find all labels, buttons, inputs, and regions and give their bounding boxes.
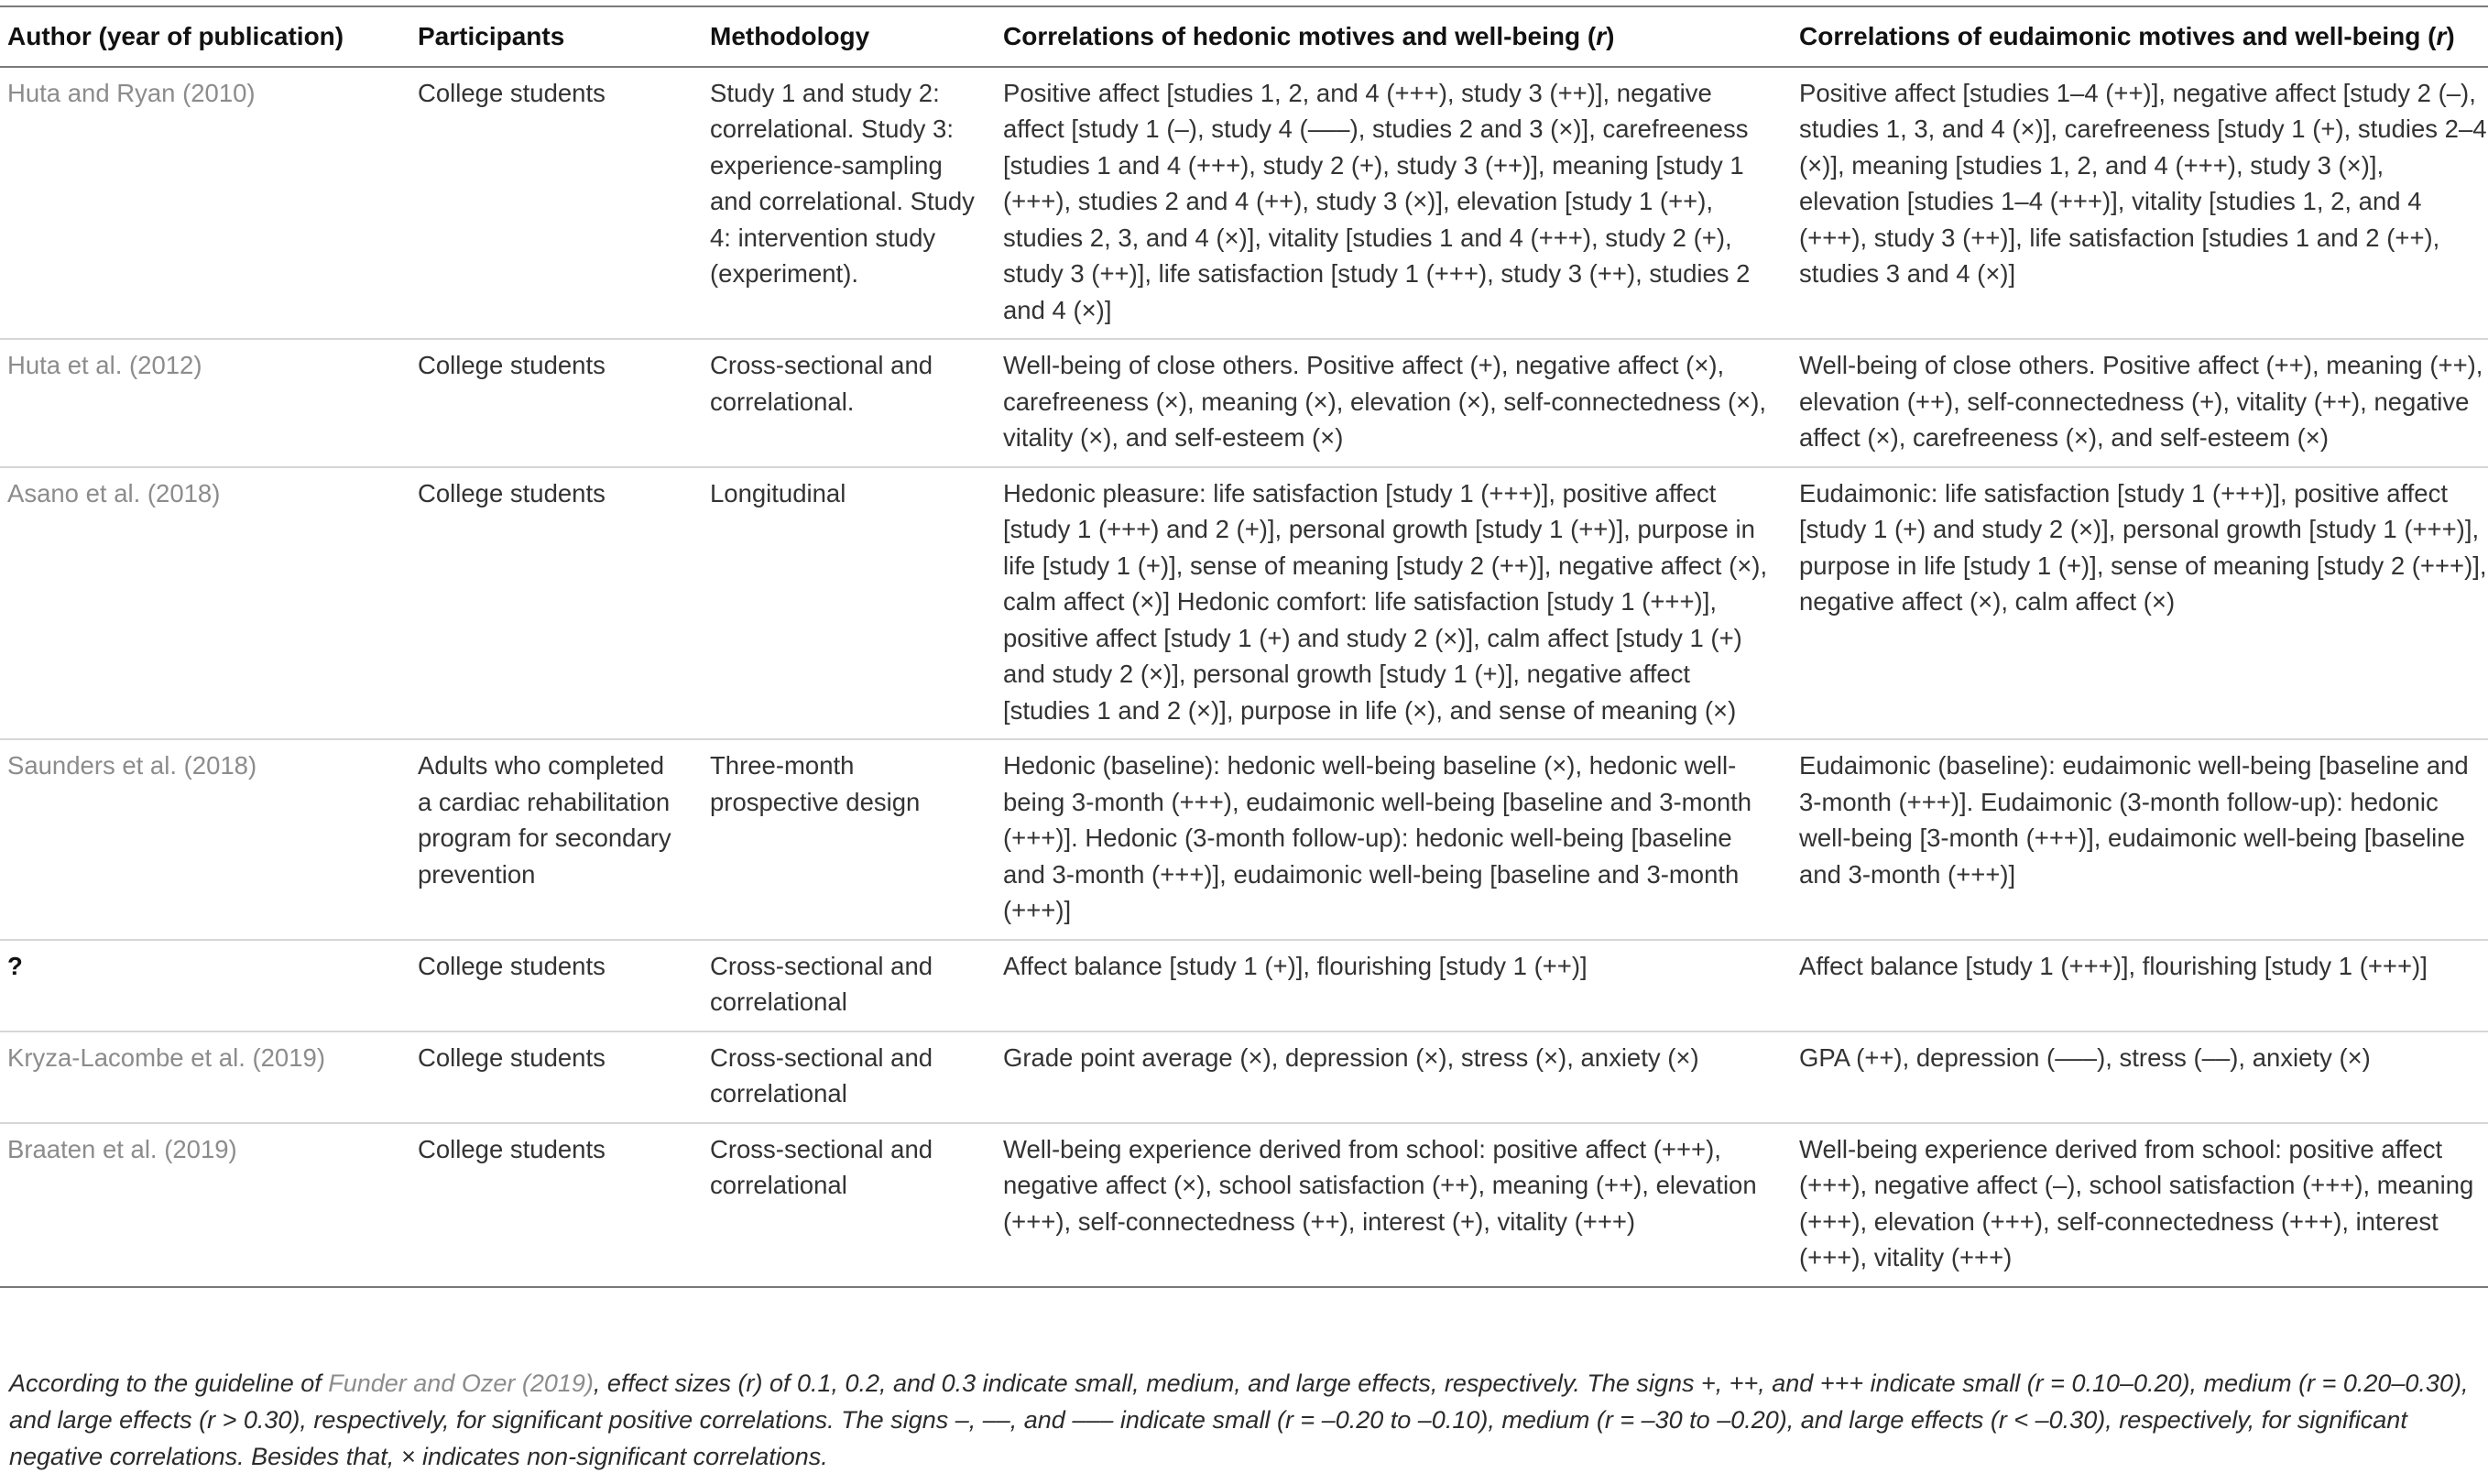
cell-participants: College students <box>418 1031 710 1123</box>
cell-author: Saunders et al. (2018) <box>0 739 418 940</box>
correlations-table <box>0 5 2488 1288</box>
cell-participants: College students <box>418 467 710 740</box>
table-row <box>0 467 2488 740</box>
cell-methodology: Cross-sectional and correlational. <box>710 339 1003 467</box>
cell-author: Huta et al. (2012) <box>0 339 418 467</box>
cell-hedonic: Well-being of close others. Positive affect (+), negative affect (×), carefreeness (×), meaning (×), elevation (×), self-connectedness (×), vitality (×), and self-esteem (×) <box>1003 339 1799 467</box>
cell-hedonic: Positive affect [studies 1, 2, and 4 (+++), study 3 (++)], negative affect [study 1 (–), study 4 (–––), studies 2 and 3 (×)], carefreeness [studies 1 and 4 (+++), study 2 (+), study 3 (++)], meaning [study 1 (+++), studies 2 and 4 (++), study 3 (×)], elevation [study 1 (++), studies 2, 3, and 4 (×)], vitality [studies 1 and 4 (+++), study 2 (+), study 3 (++)], life satisfaction [study 1 (+++), study 3 (++), studies 2 and 4 (×)] <box>1003 67 1799 340</box>
cell-methodology: Longitudinal <box>710 467 1003 740</box>
cell-author: ? <box>0 940 418 1031</box>
table-row <box>0 67 2488 340</box>
table-header-row <box>0 6 2488 67</box>
cell-participants: College students <box>418 67 710 340</box>
cell-participants: College students <box>418 940 710 1031</box>
header-methodology: Methodology <box>710 6 1003 67</box>
table-row <box>0 339 2488 467</box>
cell-author: Huta and Ryan (2010) <box>0 67 418 340</box>
table-row <box>0 739 2488 940</box>
cell-hedonic: Hedonic (baseline): hedonic well-being baseline (×), hedonic well-being 3-month (+++), eudaimonic well-being [baseline and 3-month (+++)]. Hedonic (3-month follow-up): hedonic well-being [baseline and 3-month (+++)], eudaimonic well-being [baseline and 3-month (+++)] <box>1003 739 1799 940</box>
cell-hedonic: Hedonic pleasure: life satisfaction [study 1 (+++)], positive affect [study 1 (+++) and 2 (+)], personal growth [study 1 (++)], purpose in life [study 1 (+)], sense of meaning [study 2 (++)], negative affect (×), calm affect (×)] Hedonic comfort: life satisfaction [study 1 (+++)], positive affect [study 1 (+) and study 2 (×)], calm affect [study 1 (+) and study 2 (×)], personal growth [study 1 (+)], negative affect [studies 1 and 2 (×)], purpose in life (×), and sense of meaning (×) <box>1003 467 1799 740</box>
table-row <box>0 1123 2488 1287</box>
cell-methodology: Three-month prospective design <box>710 739 1003 940</box>
cell-participants: College students <box>418 339 710 467</box>
cell-participants: College students <box>418 1123 710 1287</box>
header-author: Author (year of publication) <box>0 6 418 67</box>
cell-methodology: Cross-sectional and correlational <box>710 1123 1003 1287</box>
cell-eudaimonic: Positive affect [studies 1–4 (++)], negative affect [study 2 (–), studies 1, 3, and 4 (×)], carefreeness [study 1 (+), studies 2–4 (×)], meaning [studies 1, 2, and 4 (+++), study 3 (×)], elevation [studies 1–4 (+++)], vitality [studies 1, 2, and 4 (+++), study 3 (++)], life satisfaction [studies 1 and 2 (++), studies 3 and 4 (×)] <box>1799 67 2488 340</box>
cell-eudaimonic: Well-being experience derived from school: positive affect (+++), negative affect (–), school satisfaction (+++), meaning (+++), elevation (+++), self-connectedness (+++), interest (+++), vitality (+++) <box>1799 1123 2488 1287</box>
header-eudaimonic-correlations: Correlations of eudaimonic motives and well-being (r) <box>1799 6 2488 67</box>
table-row <box>0 940 2488 1031</box>
cell-methodology: Cross-sectional and correlational <box>710 1031 1003 1123</box>
cell-eudaimonic: Eudaimonic (baseline): eudaimonic well-being [baseline and 3-month (+++)]. Eudaimonic (3-month follow-up): hedonic well-being [3-month (+++)], eudaimonic well-being [baseline and 3-month (+++)] <box>1799 739 2488 940</box>
cell-methodology: Study 1 and study 2: correlational. Study 3: experience-sampling and correlational. Study 4: intervention study (experiment). <box>710 67 1003 340</box>
cell-eudaimonic: Affect balance [study 1 (+++)], flourishing [study 1 (+++)] <box>1799 940 2488 1031</box>
cell-eudaimonic: Eudaimonic: life satisfaction [study 1 (+++)], positive affect [study 1 (+) and study 2 (×)], personal growth [study 1 (+++)], purpose in life [study 1 (+)], sense of meaning [study 2 (+++)], negative affect (×), calm affect (×) <box>1799 467 2488 740</box>
table-row <box>0 1031 2488 1123</box>
header-hedonic-correlations: Correlations of hedonic motives and well-being (r) <box>1003 6 1799 67</box>
cell-author: Kryza-Lacombe et al. (2019) <box>0 1031 418 1123</box>
footnote-citation-link[interactable]: Funder and Ozer (2019) <box>328 1369 594 1397</box>
cell-methodology: Cross-sectional and correlational <box>710 940 1003 1031</box>
footnote-body: , effect sizes (r) of 0.1, 0.2, and 0.3 indicate small, medium, and large effects, respectively. The signs +, ++, and +++ indicate small (r = 0.10–0.20), medium (r = 0.20–0.30), and large effects (r > 0.30), respectively, for significant positive correlations. The signs –, ––, and ––– indicate small (r = –0.20 to –0.10), medium (r = –30 to –0.20), and large effects (r < –0.30), respectively, for significant negative correlations. Besides that, × indicates non-significant correlations. <box>9 1369 2469 1470</box>
cell-hedonic: Grade point average (×), depression (×), stress (×), anxiety (×) <box>1003 1031 1799 1123</box>
table-footnote <box>9 1365 2483 1475</box>
cell-participants: Adults who completed a cardiac rehabilitation program for secondary prevention <box>418 739 710 940</box>
cell-author: Braaten et al. (2019) <box>0 1123 418 1287</box>
cell-author: Asano et al. (2018) <box>0 467 418 740</box>
header-participants: Participants <box>418 6 710 67</box>
cell-eudaimonic: Well-being of close others. Positive affect (++), meaning (++), elevation (++), self-connectedness (+), vitality (++), negative affect (×), carefreeness (×), and self-esteem (×) <box>1799 339 2488 467</box>
cell-eudaimonic: GPA (++), depression (–––), stress (––), anxiety (×) <box>1799 1031 2488 1123</box>
cell-hedonic: Affect balance [study 1 (+)], flourishing [study 1 (++)] <box>1003 940 1799 1031</box>
cell-hedonic: Well-being experience derived from school: positive affect (+++), negative affect (×), school satisfaction (++), meaning (++), elevation (+++), self-connectedness (++), interest (+), vitality (+++) <box>1003 1123 1799 1287</box>
footnote-lead: According to the guideline of <box>9 1369 329 1397</box>
